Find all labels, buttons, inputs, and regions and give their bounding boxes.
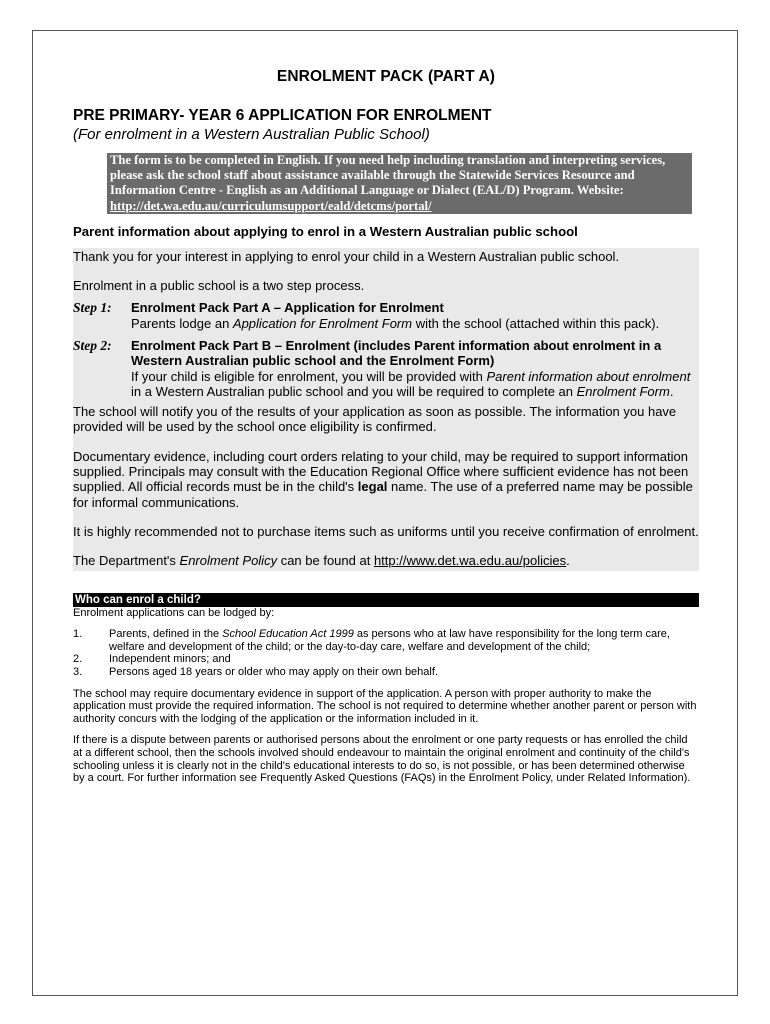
document-title: ENROLMENT PACK (PART A) — [276, 68, 496, 85]
policy-name: Enrolment Policy — [179, 553, 278, 569]
uniforms-text: It is highly recommended not to purchase items such as uniforms until you receive confirmation of enrolment. — [73, 523, 699, 539]
step-2-label: Step 2: — [73, 338, 112, 353]
list-item-number: 2. — [73, 653, 83, 666]
who-can-enrol-section — [73, 607, 699, 785]
list-item — [73, 666, 699, 679]
process-text: Enrolment in a public school is a two step process. — [73, 278, 365, 294]
policy-text — [73, 553, 699, 568]
list-item-text — [109, 628, 699, 653]
evidence-legal: legal — [357, 479, 388, 495]
evidence-text-a: Documentary evidence, including court orders relating to your child, may be required to support information supplied. Principals may consult with the Education Regional Office where sufficient evidence has not been supplied. All official records must be in the child's — [73, 448, 689, 495]
step-1-body — [131, 300, 699, 331]
parent-info-heading: Parent information about applying to enrol in a Western Australian public school — [73, 223, 578, 239]
list-item — [73, 628, 699, 653]
list-item-number: 1. — [73, 628, 83, 641]
list-item — [73, 653, 699, 666]
notice-text: The form is to be completed in English. If you need help including translation and interpreting services, please ask the school staff about assistance available through the Statewide Services Resource and Information Centre - English as an Additional Language or Dialect (EAL/D) Program. Website: — [110, 153, 666, 198]
step-2-title: Enrolment Pack Part B – Enrolment (includes Parent information about enrolment in a Western Australian public school and the Enrolment Form) — [131, 338, 662, 369]
step-2-text: If your child is eligible for enrolment, you will be provided with — [131, 368, 487, 384]
step-1-text-end: with the school (attached within this pack). — [412, 315, 660, 331]
evidence-text — [73, 449, 699, 510]
list-item-text: Independent minors; and — [109, 653, 231, 666]
eligible-list — [73, 628, 699, 678]
thanks-text: Thank you for your interest in applying to enrol your child in a Western Australian public school. — [73, 248, 620, 264]
application-heading: PRE PRIMARY- YEAR 6 APPLICATION FOR ENROLMENT — [73, 107, 492, 124]
list-item-text-a: Parents, defined in the — [109, 628, 223, 641]
policy-text-a: The Department's — [73, 553, 180, 569]
parent-info-section — [73, 248, 699, 571]
policies-link[interactable]: http://www.det.wa.edu.au/policies — [373, 553, 567, 569]
evidence-text-b: name. The use of a preferred name may be possible for informal communications. — [73, 479, 693, 510]
step-1 — [73, 300, 699, 331]
eald-portal-link[interactable]: http://det.wa.edu.au/curriculumsupport/eald/detcms/portal/ — [110, 198, 432, 213]
document-content — [73, 68, 699, 785]
step-2-text-mid: in a Western Australian public school and you will be required to complete an — [131, 383, 577, 399]
step-2 — [73, 338, 699, 399]
list-item-number: 3. — [73, 665, 83, 678]
policy-text-b: can be found at — [277, 553, 374, 569]
who-can-enrol-heading: Who can enrol a child? — [73, 593, 699, 607]
step-2-body — [131, 338, 699, 399]
notify-text: The school will notify you of the results of your application as soon as possible. The information you have provided will be used by the school once eligibility is confirmed. — [73, 404, 677, 435]
step-2-doc-name: Parent information about enrolment — [486, 368, 691, 384]
list-item-text: Persons aged 18 years or older who may apply on their own behalf. — [109, 665, 438, 678]
step-1-form-name: Application for Enrolment Form — [232, 315, 413, 331]
dispute-paragraph: If there is a dispute between parents or authorised persons about the enrolment or one party requests or has enrolled the child at a different school, then the schools involved should endeavour to maintain the original enrolment and continuity of the child's schooling unless it is clearly not in the child's educational interests to do so, is not possible, or has been determined otherwise by a court. For further information see Frequently Asked Questions (FAQs) in the Enrolment Policy, under Related Information). — [73, 734, 691, 785]
step-1-title: Enrolment Pack Part A – Application for Enrolment — [131, 300, 444, 316]
policy-text-c: . — [566, 553, 570, 569]
list-item-text-b: as persons who at law have responsibility for the long term care, welfare and development of the child; or the day-to-day care, welfare and development of the child; — [109, 628, 670, 653]
application-subheading: (For enrolment in a Western Australian Public School) — [73, 126, 430, 143]
step-2-form-name: Enrolment Form — [576, 383, 670, 399]
act-name: School Education Act 1999 — [222, 628, 354, 641]
step-1-text: Parents lodge an — [131, 315, 233, 331]
step-1-label: Step 1: — [73, 300, 112, 316]
documentary-evidence-paragraph: The school may require documentary evidence in support of the application. A person with proper authority to make the application must provide the required information. The school is not required to determine whether another parent or person with authority concurs with the lodging of the application or the information included in it. — [73, 687, 697, 725]
language-notice — [107, 153, 692, 214]
step-2-text-end: . — [669, 383, 674, 399]
lodge-intro: Enrolment applications can be lodged by: — [73, 606, 275, 619]
